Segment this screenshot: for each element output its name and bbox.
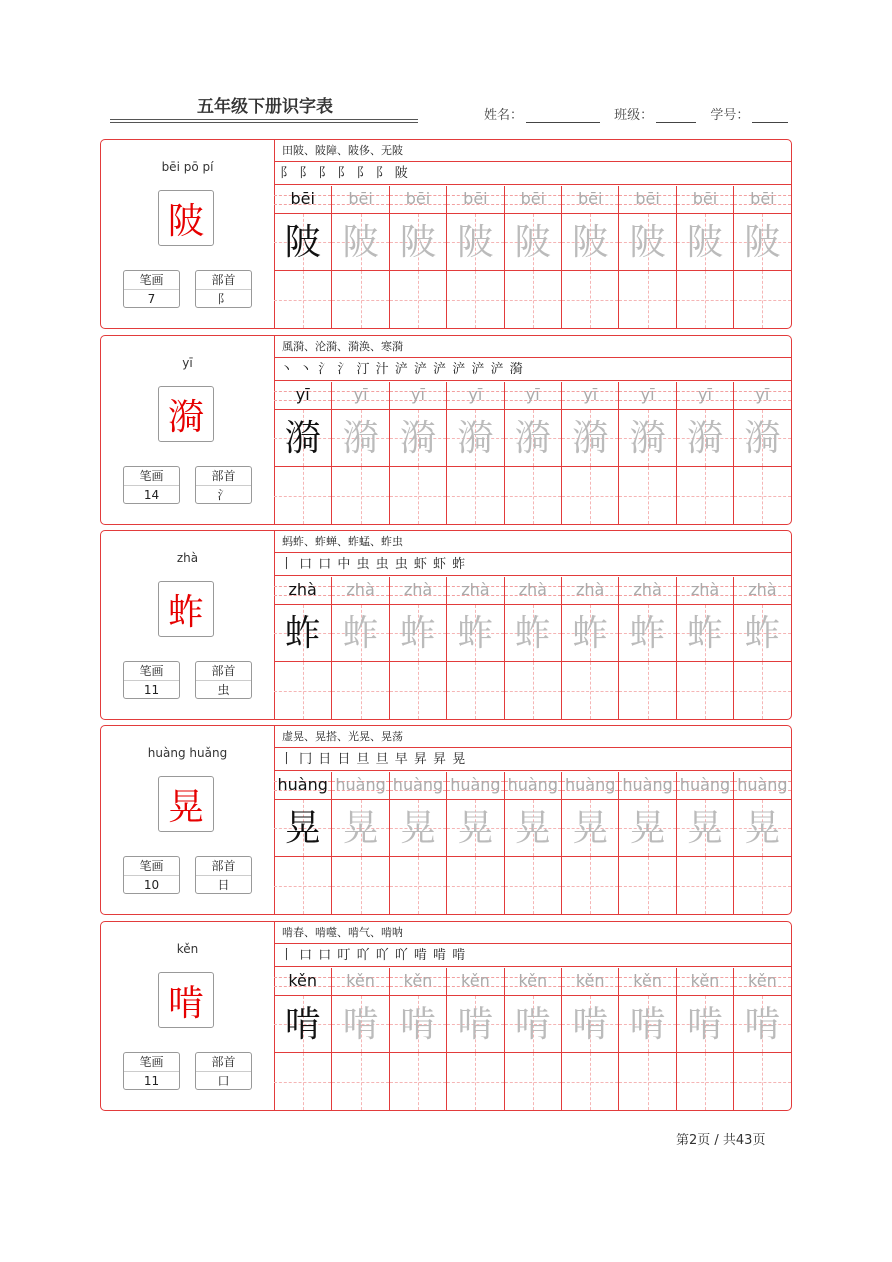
empty-practice-cell[interactable] <box>390 857 446 914</box>
char-cell: 啃 <box>332 996 388 1053</box>
practice-column <box>733 577 790 719</box>
empty-practice-cell[interactable] <box>447 467 503 524</box>
empty-practice-cell[interactable] <box>562 857 618 914</box>
char-cell: 啃 <box>677 996 733 1053</box>
pinyin-readings: yī <box>182 356 193 370</box>
char-cell: 晃 <box>619 800 675 857</box>
stroke-count-label: 笔画 <box>124 662 179 681</box>
stroke-count-box <box>123 1052 180 1090</box>
practice-column <box>618 382 675 524</box>
pinyin-readings: bēi pō pí <box>161 160 214 174</box>
radical-box <box>195 466 252 504</box>
pinyin-cell: yī <box>390 382 446 410</box>
char-cell: 陂 <box>562 214 618 271</box>
char-cell: 陂 <box>677 214 733 271</box>
char-cell: 啃 <box>562 996 618 1053</box>
practice-column <box>446 577 503 719</box>
empty-practice-cell[interactable] <box>562 467 618 524</box>
pinyin-cell: zhà <box>274 577 331 605</box>
stroke-order: 丨 口 口 叮 吖 吖 吖 啃 啃 啃 <box>274 944 791 967</box>
radical-box <box>195 661 252 699</box>
pinyin-cell: yī <box>677 382 733 410</box>
practice-column <box>274 577 331 719</box>
char-cell: 蚱 <box>447 605 503 662</box>
char-cell: 晃 <box>332 800 388 857</box>
big-character: 陂 <box>158 190 214 246</box>
pinyin-cell: yī <box>619 382 675 410</box>
stroke-count-value: 11 <box>143 1074 160 1088</box>
empty-practice-cell[interactable] <box>390 271 446 328</box>
practice-column <box>504 968 561 1110</box>
empty-practice-cell[interactable] <box>619 467 675 524</box>
pinyin-cell: zhà <box>390 577 446 605</box>
char-info-panel <box>101 336 275 524</box>
radical-value: 口 <box>217 1074 230 1088</box>
pinyin-cell: kěn <box>390 968 446 996</box>
pinyin-cell: yī <box>447 382 503 410</box>
pinyin-cell: yī <box>505 382 561 410</box>
char-cell: 晃 <box>390 800 446 857</box>
char-cell: 啃 <box>390 996 446 1053</box>
name-label: 姓名： <box>484 108 524 123</box>
stroke-count-value: 10 <box>143 878 160 892</box>
char-cell: 啃 <box>447 996 503 1053</box>
pinyin-cell: kěn <box>677 968 733 996</box>
radical-box <box>195 856 252 894</box>
practice-column <box>733 968 790 1110</box>
pinyin-cell: zhà <box>734 577 790 605</box>
pinyin-readings: zhà <box>176 551 199 565</box>
practice-column <box>561 382 618 524</box>
pinyin-cell: zhà <box>562 577 618 605</box>
empty-practice-cell[interactable] <box>332 1053 388 1110</box>
word-examples: 田陂、陂障、陂侈、无陂 <box>274 140 791 162</box>
word-examples: 蚂蚱、蚱蝉、蚱蜢、蚱虫 <box>274 531 791 553</box>
practice-column <box>331 772 388 914</box>
pinyin-cell: bēi <box>274 186 331 214</box>
empty-practice-cell[interactable] <box>390 662 446 719</box>
title-underline <box>110 119 418 120</box>
big-character: 啃 <box>158 972 214 1028</box>
pinyin-cell: kěn <box>619 968 675 996</box>
char-card <box>100 725 792 915</box>
char-cell: 晃 <box>677 800 733 857</box>
pinyin-cell: zhà <box>332 577 388 605</box>
char-cell: 漪 <box>332 410 388 467</box>
pinyin-cell: huàng <box>562 772 618 800</box>
pinyin-cell: huàng <box>505 772 561 800</box>
char-cell: 蚱 <box>734 605 790 662</box>
practice-column <box>676 186 733 328</box>
pinyin-cell: huàng <box>332 772 388 800</box>
name-field[interactable] <box>526 108 600 123</box>
char-cell: 漪 <box>562 410 618 467</box>
empty-practice-cell[interactable] <box>677 662 733 719</box>
practice-column <box>561 772 618 914</box>
practice-column <box>676 382 733 524</box>
empty-practice-cell[interactable] <box>734 467 790 524</box>
radical-label: 部首 <box>196 467 251 486</box>
class-field[interactable] <box>656 108 696 123</box>
practice-column <box>618 968 675 1110</box>
practice-column <box>446 772 503 914</box>
empty-practice-cell[interactable] <box>619 662 675 719</box>
number-label: 学号： <box>710 108 750 123</box>
practice-column <box>446 382 503 524</box>
char-cell: 晃 <box>505 800 561 857</box>
radical-value: 日 <box>217 878 230 892</box>
empty-practice-cell[interactable] <box>677 467 733 524</box>
empty-practice-cell[interactable] <box>505 662 561 719</box>
empty-practice-cell[interactable] <box>332 857 388 914</box>
char-cell: 漪 <box>619 410 675 467</box>
practice-column <box>504 772 561 914</box>
practice-column <box>331 186 388 328</box>
pinyin-cell: bēi <box>447 186 503 214</box>
pinyin-cell: yī <box>332 382 388 410</box>
practice-column <box>618 186 675 328</box>
practice-column <box>389 186 446 328</box>
stroke-order: 丨 口 口 中 虫 虫 虫 虾 虾 蚱 <box>274 553 791 576</box>
practice-panel <box>274 531 791 719</box>
big-character: 蚱 <box>158 581 214 637</box>
char-cell: 蚱 <box>274 605 331 662</box>
char-cell: 蚱 <box>677 605 733 662</box>
practice-column <box>331 968 388 1110</box>
empty-practice-cell[interactable] <box>390 1053 446 1110</box>
big-character: 漪 <box>158 386 214 442</box>
practice-panel <box>274 140 791 328</box>
stroke-order: 丨 冂 日 日 旦 旦 早 昇 昇 晃 <box>274 748 791 771</box>
practice-column <box>331 382 388 524</box>
pinyin-cell: zhà <box>619 577 675 605</box>
empty-practice-cell[interactable] <box>677 271 733 328</box>
practice-column <box>618 772 675 914</box>
pinyin-cell: huàng <box>390 772 446 800</box>
practice-column <box>389 382 446 524</box>
stroke-count-label: 笔画 <box>124 271 179 290</box>
practice-column <box>274 968 331 1110</box>
empty-practice-cell[interactable] <box>274 271 331 328</box>
practice-column <box>561 968 618 1110</box>
char-card <box>100 139 792 329</box>
char-card <box>100 530 792 720</box>
radical-box <box>195 270 252 308</box>
pinyin-cell: zhà <box>505 577 561 605</box>
empty-practice-cell[interactable] <box>734 1053 790 1110</box>
empty-practice-cell[interactable] <box>274 662 331 719</box>
practice-grid <box>274 772 791 914</box>
char-cell: 漪 <box>390 410 446 467</box>
radical-label: 部首 <box>196 271 251 290</box>
practice-column <box>676 968 733 1110</box>
empty-practice-cell[interactable] <box>677 857 733 914</box>
pinyin-cell: bēi <box>390 186 446 214</box>
char-cell: 晃 <box>734 800 790 857</box>
empty-practice-cell[interactable] <box>562 271 618 328</box>
empty-practice-cell[interactable] <box>734 857 790 914</box>
empty-practice-cell[interactable] <box>505 271 561 328</box>
practice-column <box>504 382 561 524</box>
empty-practice-cell[interactable] <box>505 1053 561 1110</box>
practice-grid <box>274 382 791 524</box>
radical-value: 虫 <box>217 683 230 697</box>
practice-column <box>446 968 503 1110</box>
practice-column <box>618 577 675 719</box>
word-examples: 虚晃、晃搭、光晃、晃荡 <box>274 726 791 748</box>
pinyin-cell: kěn <box>447 968 503 996</box>
char-cell: 漪 <box>734 410 790 467</box>
pinyin-cell: kěn <box>505 968 561 996</box>
empty-practice-cell[interactable] <box>734 662 790 719</box>
pinyin-cell: bēi <box>677 186 733 214</box>
practice-column <box>561 186 618 328</box>
stroke-order: 阝 阝 阝 阝 阝 阝 陂 <box>274 162 791 185</box>
char-info-panel <box>101 531 275 719</box>
word-examples: 風漪、沦漪、漪涣、寒漪 <box>274 336 791 358</box>
char-cell: 蚱 <box>332 605 388 662</box>
pinyin-readings: kěn <box>176 942 199 956</box>
char-cell: 陂 <box>619 214 675 271</box>
pinyin-cell: bēi <box>505 186 561 214</box>
empty-practice-cell[interactable] <box>677 1053 733 1110</box>
empty-practice-cell[interactable] <box>447 662 503 719</box>
char-info-panel <box>101 140 275 328</box>
empty-practice-cell[interactable] <box>619 857 675 914</box>
stroke-count-box <box>123 270 180 308</box>
pinyin-cell: bēi <box>332 186 388 214</box>
number-field[interactable] <box>752 108 788 123</box>
pinyin-cell: yī <box>734 382 790 410</box>
pinyin-cell: kěn <box>332 968 388 996</box>
stroke-count-box <box>123 466 180 504</box>
stroke-count-label: 笔画 <box>124 857 179 876</box>
char-info-panel <box>101 922 275 1110</box>
char-cell: 蚱 <box>619 605 675 662</box>
char-cell: 啃 <box>734 996 790 1053</box>
char-cell: 蚱 <box>390 605 446 662</box>
char-cell: 晃 <box>274 800 331 857</box>
pinyin-cell: bēi <box>562 186 618 214</box>
pinyin-cell: yī <box>562 382 618 410</box>
page-footer: 第2页 / 共43页 <box>676 1133 766 1148</box>
pinyin-cell: huàng <box>619 772 675 800</box>
practice-column <box>676 772 733 914</box>
class-label: 班级： <box>614 108 654 123</box>
big-character: 晃 <box>158 776 214 832</box>
radical-value: 氵 <box>217 488 230 502</box>
empty-practice-cell[interactable] <box>332 662 388 719</box>
student-info <box>484 104 788 123</box>
stroke-count-value: 7 <box>147 292 156 306</box>
practice-column <box>389 772 446 914</box>
pinyin-cell: huàng <box>274 772 331 800</box>
char-info-panel <box>101 726 275 914</box>
empty-practice-cell[interactable] <box>447 271 503 328</box>
char-cell: 陂 <box>505 214 561 271</box>
practice-column <box>733 772 790 914</box>
stroke-count-box <box>123 856 180 894</box>
empty-practice-cell[interactable] <box>734 271 790 328</box>
radical-value: 阝 <box>217 292 230 306</box>
pinyin-cell: kěn <box>562 968 618 996</box>
char-cell: 陂 <box>390 214 446 271</box>
char-cell: 陂 <box>274 214 331 271</box>
radical-label: 部首 <box>196 662 251 681</box>
empty-practice-cell[interactable] <box>619 1053 675 1110</box>
stroke-count-label: 笔画 <box>124 1053 179 1072</box>
practice-column <box>504 186 561 328</box>
radical-label: 部首 <box>196 857 251 876</box>
pinyin-cell: zhà <box>677 577 733 605</box>
pinyin-cell: kěn <box>734 968 790 996</box>
practice-column <box>274 186 331 328</box>
stroke-count-box <box>123 661 180 699</box>
practice-column <box>561 577 618 719</box>
char-cell: 漪 <box>677 410 733 467</box>
practice-column <box>446 186 503 328</box>
char-cell: 漪 <box>505 410 561 467</box>
practice-grid <box>274 577 791 719</box>
empty-practice-cell[interactable] <box>274 1053 331 1110</box>
pinyin-cell: kěn <box>274 968 331 996</box>
char-cell: 啃 <box>274 996 331 1053</box>
empty-practice-cell[interactable] <box>332 271 388 328</box>
char-card <box>100 335 792 525</box>
empty-practice-cell[interactable] <box>505 857 561 914</box>
title-underline-2 <box>110 122 418 123</box>
empty-practice-cell[interactable] <box>332 467 388 524</box>
char-cell: 漪 <box>274 410 331 467</box>
practice-column <box>676 577 733 719</box>
radical-box <box>195 1052 252 1090</box>
empty-practice-cell[interactable] <box>390 467 446 524</box>
char-cell: 啃 <box>505 996 561 1053</box>
stroke-count-value: 11 <box>143 683 160 697</box>
practice-panel <box>274 922 791 1110</box>
practice-grid <box>274 186 791 328</box>
pinyin-readings: huàng huǎng <box>147 746 228 760</box>
empty-practice-cell[interactable] <box>562 1053 618 1110</box>
empty-practice-cell[interactable] <box>447 857 503 914</box>
empty-practice-cell[interactable] <box>505 467 561 524</box>
empty-practice-cell[interactable] <box>619 271 675 328</box>
pinyin-cell: yī <box>274 382 331 410</box>
word-examples: 啃春、啃噬、啃气、啃呐 <box>274 922 791 944</box>
pinyin-cell: huàng <box>734 772 790 800</box>
practice-column <box>274 382 331 524</box>
pinyin-cell: zhà <box>447 577 503 605</box>
practice-panel <box>274 726 791 914</box>
practice-column <box>389 968 446 1110</box>
practice-panel <box>274 336 791 524</box>
practice-column <box>733 186 790 328</box>
char-cell: 漪 <box>447 410 503 467</box>
stroke-count-label: 笔画 <box>124 467 179 486</box>
char-card <box>100 921 792 1111</box>
practice-column <box>331 577 388 719</box>
page-title: 五年级下册识字表 <box>197 97 333 117</box>
practice-column <box>504 577 561 719</box>
practice-column <box>389 577 446 719</box>
char-cell: 蚱 <box>562 605 618 662</box>
char-cell: 陂 <box>734 214 790 271</box>
pinyin-cell: huàng <box>677 772 733 800</box>
stroke-count-value: 14 <box>143 488 160 502</box>
practice-column <box>733 382 790 524</box>
empty-practice-cell[interactable] <box>447 1053 503 1110</box>
stroke-order: 丶 丶 氵 氵 汀 汁 浐 浐 浐 浐 浐 浐 漪 <box>274 358 791 381</box>
empty-practice-cell[interactable] <box>274 857 331 914</box>
char-cell: 啃 <box>619 996 675 1053</box>
char-cell: 晃 <box>447 800 503 857</box>
empty-practice-cell[interactable] <box>562 662 618 719</box>
char-cell: 晃 <box>562 800 618 857</box>
char-cell: 陂 <box>447 214 503 271</box>
pinyin-cell: huàng <box>447 772 503 800</box>
practice-column <box>274 772 331 914</box>
pinyin-cell: bēi <box>734 186 790 214</box>
radical-label: 部首 <box>196 1053 251 1072</box>
char-cell: 陂 <box>332 214 388 271</box>
char-cell: 蚱 <box>505 605 561 662</box>
practice-grid <box>274 968 791 1110</box>
empty-practice-cell[interactable] <box>274 467 331 524</box>
pinyin-cell: bēi <box>619 186 675 214</box>
